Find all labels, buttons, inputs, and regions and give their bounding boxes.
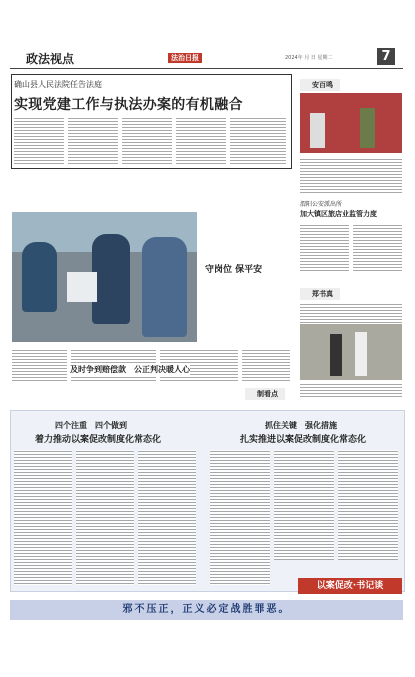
feature-right-line2: 扎实推进以案促改制度化常态化 xyxy=(240,435,367,445)
sidebar-text-2a xyxy=(300,224,349,272)
sidebar-tag-3-label: 郑书真 xyxy=(312,290,333,298)
lead-body-5 xyxy=(230,117,286,164)
sidebar-caption-2 xyxy=(300,383,402,399)
feature-col-2 xyxy=(76,450,134,585)
sidebar-tag-4-label: 制看点 xyxy=(257,390,278,398)
section-title: 政法视点 xyxy=(26,52,75,66)
bottom-left-headline: 及时争到赔偿款 公正判决暖人心 xyxy=(70,365,190,374)
lead-body-2 xyxy=(68,117,118,164)
sidebar-headline: 加大镇区旅店业监管力度 xyxy=(300,210,377,218)
sidebar-photo-1 xyxy=(300,93,402,153)
sidebar-text-2b xyxy=(353,224,402,272)
mid-text-1 xyxy=(12,349,67,383)
sidebar-tag-1-label: 安百鸣 xyxy=(312,81,333,89)
lead-headline: 实现党建工作与执法办案的有机融合 xyxy=(14,97,243,113)
feature-col-6 xyxy=(338,450,398,560)
masthead-logo: 法治日报 xyxy=(168,53,202,63)
feature-right-line1: 抓住关键 强化措施 xyxy=(265,421,337,430)
feature-col-4 xyxy=(210,450,270,585)
feature-col-5 xyxy=(274,450,334,560)
sidebar-caption-1 xyxy=(300,158,402,194)
feature-col-3 xyxy=(138,450,196,585)
photo-caption-title: 守岗位 保平安 xyxy=(205,265,263,275)
page-number: 7 xyxy=(377,48,395,65)
sidebar-tag-1 xyxy=(300,79,340,91)
footer-slogan: 邪不压正，正义必定战胜罪恶。 xyxy=(10,600,403,620)
feature-left-line2: 着力推动以案促改制度化常态化 xyxy=(35,435,162,445)
police-photo xyxy=(12,212,197,342)
lead-kicker: 确山县人民法院任告法庭 xyxy=(14,80,102,89)
issue-date: 2024年 月 日 星期二 xyxy=(285,55,333,61)
sidebar-photo-2 xyxy=(300,324,402,380)
lead-body-4 xyxy=(176,117,226,164)
feature-col-1 xyxy=(14,450,72,585)
lead-body-1 xyxy=(14,117,64,164)
mid-text-4 xyxy=(242,349,290,383)
sidebar-tag-3 xyxy=(300,288,340,300)
page-header xyxy=(10,50,403,70)
header-rule xyxy=(10,68,403,69)
feature-badge: 以案促改·书记谈 xyxy=(298,578,402,594)
lead-body-3 xyxy=(122,117,172,164)
feature-left-line1: 四个注重 四个做到 xyxy=(55,421,127,430)
sidebar-kicker: 渭阳公安派出所 xyxy=(300,201,343,208)
sidebar-tag-4 xyxy=(245,388,285,400)
